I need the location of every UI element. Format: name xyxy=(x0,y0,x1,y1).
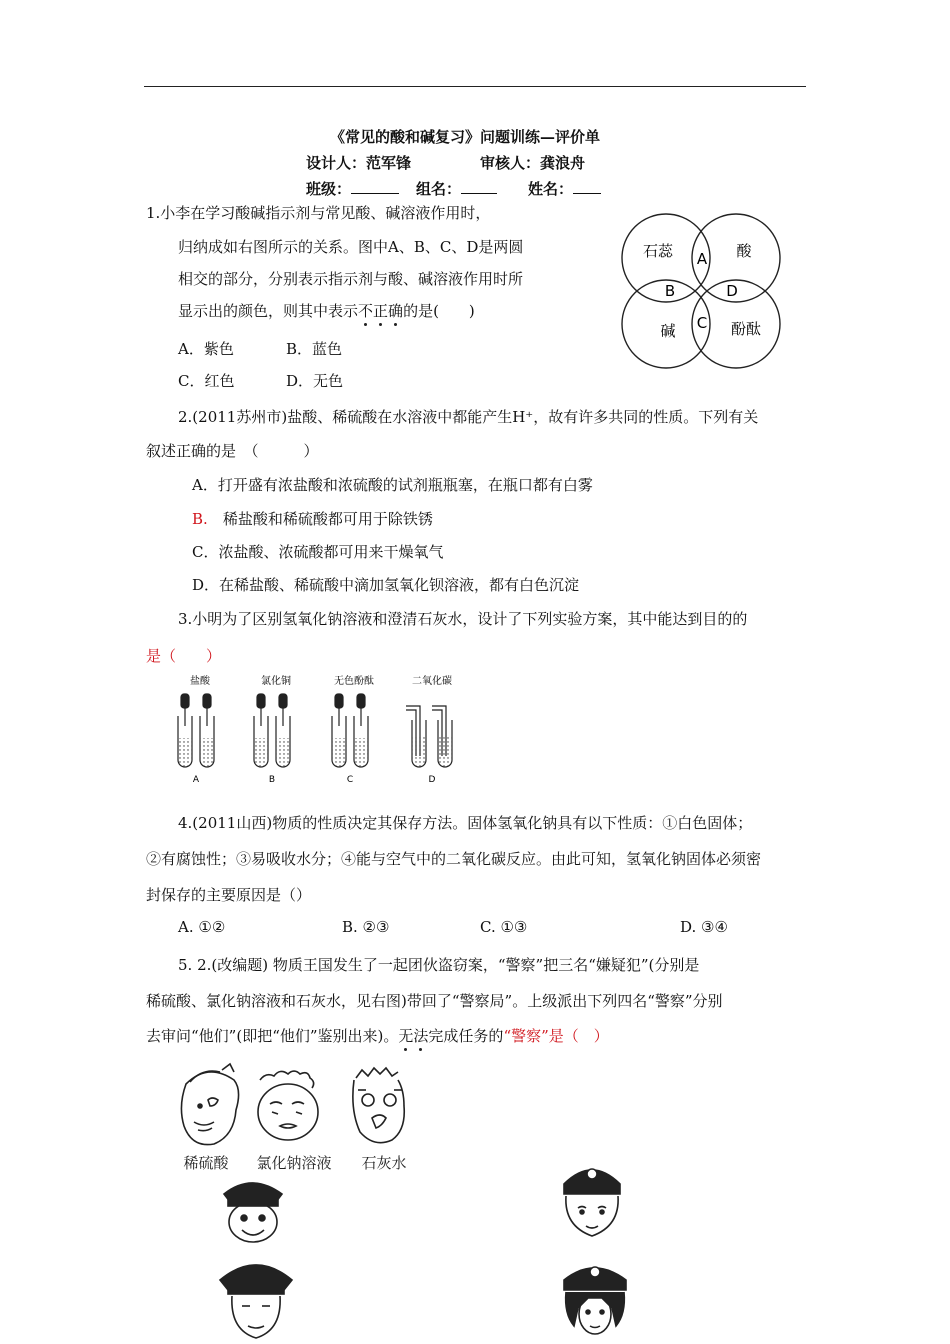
q2-line2: 叙述正确的是 （ ） xyxy=(146,442,319,460)
tube-set-d xyxy=(406,706,452,767)
q4-option-a: A. ①② xyxy=(178,918,226,936)
q3-line2: 是（ ） xyxy=(146,647,222,665)
q1-line1: 1.小李在学习酸碱指示剂与常见酸、碱溶液作用时， xyxy=(146,204,491,222)
q1-option-b: B．蓝色 xyxy=(286,340,343,358)
q1-line4: 显示出的颜色，则其中表示不正确的是( ) xyxy=(178,302,475,320)
fig-letter-b: B xyxy=(268,775,276,785)
venn-label-fentai: 酚酞 xyxy=(730,320,762,338)
q1-line2: 归纳成如右图所示的关系。图中A、B、C、D是两圆 xyxy=(178,238,524,256)
class-field xyxy=(306,178,399,199)
suspect-face-3 xyxy=(353,1068,404,1143)
fig-letter-a: A xyxy=(192,775,200,785)
q2-option-c: C．浓盐酸、浓硫酸都可用来干燥氧气 xyxy=(192,543,444,561)
q1-option-c: C．红色 xyxy=(178,372,235,390)
class-label: 班级： xyxy=(306,180,352,198)
fig-letter-d: D xyxy=(428,775,436,785)
q3-line1: 3.小明为了区别氢氧化钠溶液和澄清石灰水，设计了下列实验方案，其中能达到目的的 xyxy=(178,610,748,628)
header-rule xyxy=(144,86,806,87)
q4-line2: ②有腐蚀性；③易吸收水分；④能与空气中的二氧化碳反应。由此可知，氢氧化钠固体必须密 xyxy=(146,850,762,868)
tube-set-a xyxy=(178,694,214,767)
venn-region-b: B xyxy=(664,282,676,300)
tube-set-b xyxy=(254,694,290,767)
suspect-face-2 xyxy=(258,1071,318,1140)
q4-line3: 封保存的主要原因是（） xyxy=(146,886,312,904)
name-field xyxy=(528,178,601,199)
page-title: 《常见的酸和碱复习》问题训练—评价单 xyxy=(330,128,601,146)
q2-option-b: B. 稀盐酸和稀硫酸都可用于除铁锈 xyxy=(192,510,433,528)
venn-diagram xyxy=(618,212,788,372)
suspect-label-3: 石灰水 xyxy=(361,1154,407,1172)
q2-option-a: A．打开盛有浓盐酸和浓硫酸的试剂瓶瓶塞，在瓶口都有白雾 xyxy=(192,476,593,494)
designer-line: 设计人：范军锋 xyxy=(306,154,412,172)
police-officer-1 xyxy=(218,1174,288,1246)
q4-option-d: D. ③④ xyxy=(680,918,728,936)
q5-line3: 去审问“他们”(即把“他们”鉴别出来)。无法完成任务的“警察”是（ ） xyxy=(146,1027,609,1045)
suspect-face-1 xyxy=(181,1064,238,1145)
group-label: 组名： xyxy=(416,180,462,198)
suspects-figure xyxy=(176,1060,426,1175)
venn-label-jian: 碱 xyxy=(660,322,676,340)
q4-option-c: C. ①③ xyxy=(480,918,528,936)
fig-letter-c: C xyxy=(346,775,354,785)
q4-option-b: B. ②③ xyxy=(342,918,390,936)
venn-region-a: A xyxy=(696,250,708,268)
q1-option-a: A．紫色 xyxy=(178,340,234,358)
police-officer-3 xyxy=(216,1252,296,1344)
q2-line1: 2.(2011苏州市)盐酸、稀硫酸在水溶液中都能产生H⁺，故有许多共同的性质。下列有关 xyxy=(178,408,759,426)
group-field xyxy=(416,178,497,199)
q4-line1: 4.(2011山西)物质的性质决定其保存方法。固体氢氧化钠具有以下性质：①白色固体； xyxy=(178,814,753,832)
suspect-label-2: 氯化钠溶液 xyxy=(256,1154,332,1172)
q1-option-d: D．无色 xyxy=(286,372,344,390)
venn-region-c: C xyxy=(696,314,708,332)
fig-label-a: 盐酸 xyxy=(190,676,210,687)
fig-label-b: 氯化铜 xyxy=(261,676,291,687)
tube-set-c xyxy=(332,694,368,767)
venn-label-shiru: 石蕊 xyxy=(642,242,674,260)
police-officer-4 xyxy=(558,1256,632,1342)
q2-option-d: D．在稀盐酸、稀硫酸中滴加氢氧化钡溶液，都有白色沉淀 xyxy=(192,576,580,594)
venn-region-d: D xyxy=(726,282,738,300)
reviewer-line: 审核人：龚浪舟 xyxy=(480,154,586,172)
fig-label-c: 无色酚酞 xyxy=(334,676,374,687)
q5-line1: 5. 2.(改编题) 物质王国发生了一起团伙盗窃案，“警察”把三名“嫌疑犯”(分别是 xyxy=(178,956,700,974)
fig-label-d: 二氧化碳 xyxy=(412,676,452,687)
venn-label-suan: 酸 xyxy=(736,242,752,260)
police-officer-2 xyxy=(556,1158,628,1246)
q1-line3: 相交的部分，分别表示指示剂与酸、碱溶液作用时所 xyxy=(178,270,524,288)
test-tube-figure xyxy=(170,672,480,790)
name-label: 姓名： xyxy=(528,180,574,198)
suspect-label-1: 稀硫酸 xyxy=(183,1154,229,1172)
q5-line2: 稀硫酸、氯化钠溶液和石灰水，见右图)带回了“警察局”。上级派出下列四名“警察”分别 xyxy=(146,992,723,1010)
